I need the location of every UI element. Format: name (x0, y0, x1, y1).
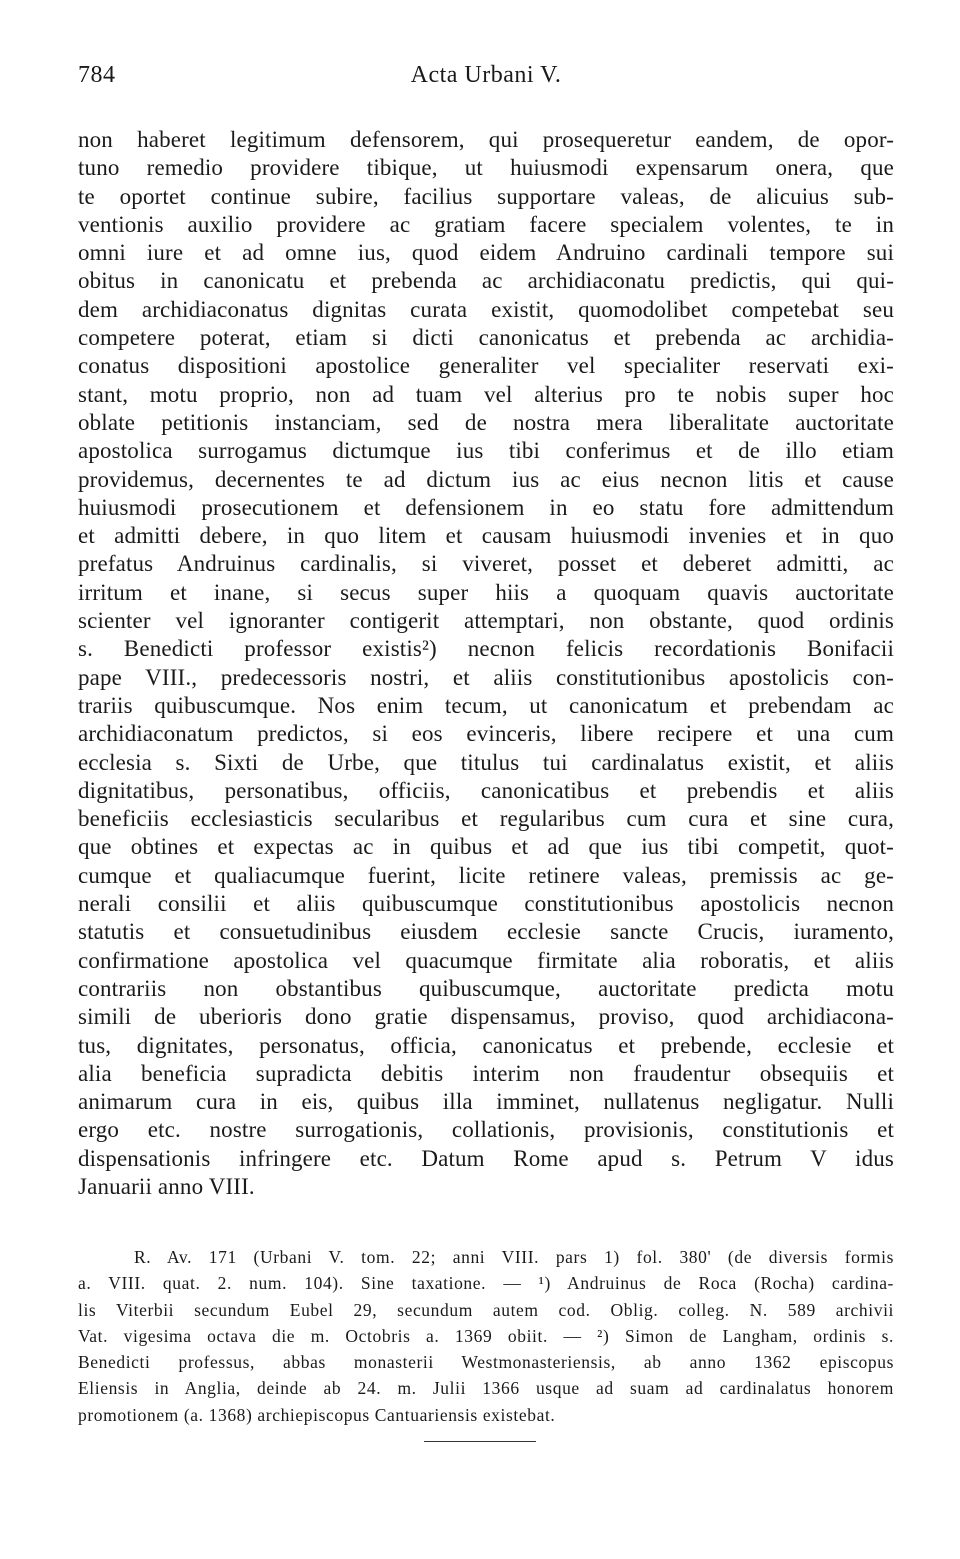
main-text (78, 126, 894, 1201)
footnote-line: lis Viterbii secundum Eubel 29, secundum autem cod. Oblig. colleg. N. 589 archivii (78, 1299, 894, 1320)
text-line: apostolica surrogamus dictumque ius tibi conferimus et de illo etiam (78, 438, 894, 464)
footnotes (78, 1244, 894, 1428)
text-line: non haberet legitimum defensorem, qui prosequeretur eandem, de opor- (78, 127, 894, 152)
text-line: tus, dignitates, personatus, officia, canonicatus et prebende, ecclesie et (78, 1032, 894, 1058)
text-line: irritum et inane, si secus super hiis a quoquam quavis auctoritate (78, 579, 894, 605)
text-line: huiusmodi prosecutionem et defensionem in eo statu fore admittendum (78, 494, 894, 520)
text-line: ecclesia s. Sixti de Urbe, que titulus tui cardinalatus existit, et aliis (78, 749, 894, 775)
text-line: oblate petitionis instanciam, sed de nostra mera liberalitate auctoritate (78, 409, 894, 435)
text-line: prefatus Andruinus cardinalis, si viveret, posset et deberet admitti, ac (78, 551, 894, 577)
text-line: et admitti debere, in quo litem et causam huiusmodi invenies et in quo (78, 523, 894, 549)
text-line: obitus in canonicatu et prebenda ac archidiaconatu predictis, qui qui- (78, 268, 894, 294)
text-line: confirmatione apostolica vel quacumque firmitate alia roboratis, et aliis (78, 947, 894, 973)
text-line: pape VIII., predecessoris nostri, et aliis constitutionibus apostolicis con- (78, 664, 894, 690)
text-line: providemus, decernentes te ad dictum ius ac eius necnon litis et cause (78, 466, 894, 492)
text-line: alia beneficia supradicta debitis interim non fraudentur obsequiis et (78, 1060, 894, 1086)
footnote-line: R. Av. 171 (Urbani V. tom. 22; anni VIII. pars 1) fol. 380' (de diversis formis (134, 1247, 894, 1267)
text-line: tuno remedio providere tibique, ut huiusmodi expensarum onera, que (78, 155, 894, 181)
text-line: s. Benedicti professor existis²) necnon felicis recordationis Bonifacii (78, 636, 894, 662)
text-line: simili de uberioris dono gratie dispensamus, proviso, quod archidiacona- (78, 1004, 894, 1030)
text-line: animarum cura in eis, quibus illa imminet, nullatenus negligatur. Nulli (78, 1089, 894, 1115)
page-number: 784 (78, 62, 116, 88)
text-line: cumque et qualiacumque fuerint, licite retinere valeas, premissis ac ge- (78, 862, 894, 888)
text-line: competere poterat, etiam si dicti canonicatus et prebenda ac archidia- (78, 325, 894, 351)
running-title: Acta Urbani V. (410, 62, 562, 88)
text-line: statutis et consuetudinibus eiusdem ecclesie sancte Crucis, iuramento, (78, 919, 894, 945)
text-line: Januarii anno VIII. (78, 1173, 255, 1199)
footnote-line: a. VIII. quat. 2. num. 104). Sine taxatione. — ¹) Andruinus de Roca (Rocha) cardina- (78, 1273, 894, 1294)
text-line: archidiaconatum predictos, si eos evinceris, libere recipere et una cum (78, 721, 894, 747)
text-line: dispensationis infringere etc. Datum Rome apud s. Petrum V idus (78, 1145, 894, 1171)
text-line: te oportet continue subire, facilius supportare valeas, de alicuius sub- (78, 183, 894, 209)
text-line: trariis quibuscumque. Nos enim tecum, ut canonicatum et prebendam ac (78, 692, 894, 718)
text-line: ventionis auxilio providere ac gratiam facere specialem volentes, te in (78, 211, 894, 237)
footnote-line: Eliensis in Anglia, deinde ab 24. m. Julii 1366 usque ad suam ad cardinalatus honorem (78, 1378, 894, 1399)
footnote-line: Vat. vigesima octava die m. Octobris a. 1369 obiit. — ²) Simon de Langham, ordinis s. (78, 1325, 894, 1346)
footnote-line: promotionem (a. 1368) archiepiscopus Cantuariensis existebat. (78, 1404, 556, 1425)
end-rule (424, 1441, 536, 1442)
text-line: conatus dispositioni apostolice generaliter vel specialiter reservati exi- (78, 353, 894, 379)
text-line: ergo etc. nostre surrogationis, collationis, provisionis, constitutionis et (78, 1117, 894, 1143)
text-line: nerali consilii et aliis quibuscumque constitutionibus apostolicis necnon (78, 891, 894, 917)
text-line: dem archidiaconatus dignitas curata existit, quomodolibet competebat seu (78, 296, 894, 322)
page-header (78, 62, 894, 96)
text-line: que obtines et expectas ac in quibus et ad que ius tibi competit, quot- (78, 834, 894, 860)
text-line: dignitatibus, personatibus, officiis, canonicatibus et prebendis et aliis (78, 777, 894, 803)
text-line: omni iure et ad omne ius, quod eidem Andruino cardinali tempore sui (78, 240, 894, 266)
text-line: contrariis non obstantibus quibuscumque, auctoritate predicta motu (78, 975, 894, 1001)
text-line: scienter vel ignoranter contigerit attemptari, non obstante, quod ordinis (78, 608, 894, 634)
footnote-line: Benedicti professus, abbas monasterii Westmonasteriensis, ab anno 1362 episcopus (78, 1352, 894, 1373)
text-line: beneficiis ecclesiasticis secularibus et regularibus cum cura et sine cura, (78, 806, 894, 832)
text-line: stant, motu proprio, non ad tuam vel alterius pro te nobis super hoc (78, 381, 894, 407)
